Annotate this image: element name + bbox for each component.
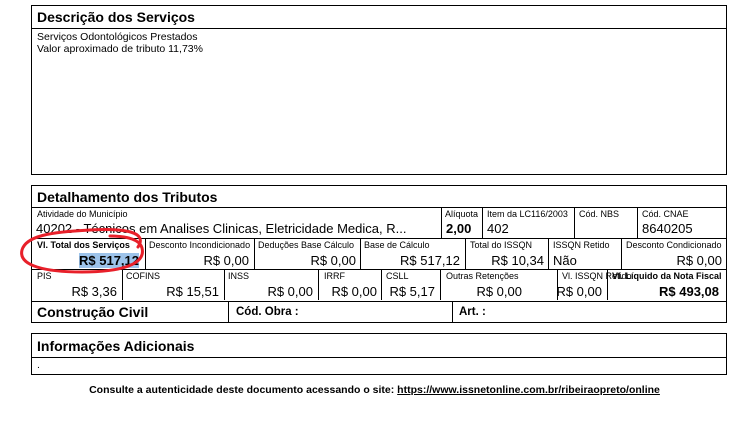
item-lc-label: Item da LC116/2003 <box>487 209 568 219</box>
vl-total-servicos-value-wrap <box>37 253 139 268</box>
cnae-value: 8640205 <box>642 221 693 236</box>
construcao-sep-2 <box>452 301 453 323</box>
tributos-divider <box>31 207 727 208</box>
footer <box>0 384 749 396</box>
descricao-title: Descrição dos Serviços <box>37 9 195 25</box>
vl-issqn-retido-label: Vl. ISSQN Retido <box>562 271 632 281</box>
outras-retencoes-value: R$ 0,00 <box>476 284 522 299</box>
row3-sep-5 <box>440 269 441 300</box>
deducoes-base-value: R$ 0,00 <box>310 253 356 268</box>
tributos-title: Detalhamento dos Tributos <box>37 189 218 205</box>
cnae-label: Cód. CNAE <box>642 209 689 219</box>
row1-sep-1 <box>441 207 442 238</box>
desconto-incondicionado-label: Desconto Incondicionado <box>149 240 251 250</box>
issqn-retido-label: ISSQN Retido <box>553 240 610 250</box>
row1-sep-4 <box>637 207 638 238</box>
construcao-sep-1 <box>228 301 229 323</box>
descricao-text <box>37 31 203 55</box>
desconto-condicionado-value: R$ 0,00 <box>676 253 722 268</box>
row2-sep-2 <box>254 238 255 269</box>
nbs-label: Cód. NBS <box>579 209 620 219</box>
irrf-label: IRRF <box>324 271 345 281</box>
row3-sep-1 <box>122 269 123 300</box>
atividade-label: Atividade do Município <box>37 209 128 219</box>
total-issqn-label: Total do ISSQN <box>470 240 533 250</box>
art-label: Art. : <box>459 306 486 318</box>
cod-obra-label: Cód. Obra : <box>236 306 299 318</box>
cofins-value: R$ 15,51 <box>166 284 219 299</box>
row1-bottom <box>31 238 727 239</box>
informacoes-title: Informações Adicionais <box>37 338 195 354</box>
row2-sep-1 <box>145 238 146 269</box>
atividade-value: 40202 - Técnicos em Analises Clinicas, Eletricidade Medica, R... <box>36 221 407 236</box>
pis-label: PIS <box>37 271 52 281</box>
descricao-line-1: Serviços Odontológicos Prestados <box>37 31 198 43</box>
vl-liquido-label: Vl. Líquido da Nota Fiscal <box>612 271 722 281</box>
inss-label: INSS <box>228 271 250 281</box>
row3-sep-2 <box>224 269 225 300</box>
informacoes-divider <box>31 357 727 358</box>
vl-total-servicos-value: R$ 517,12 <box>79 253 139 268</box>
aliquota-value: 2,00 <box>446 221 472 236</box>
item-lc-value: 402 <box>487 221 509 236</box>
row2-sep-4 <box>465 238 466 269</box>
pis-value: R$ 3,36 <box>71 284 117 299</box>
row2-sep-3 <box>360 238 361 269</box>
aliquota-label: Alíquota <box>445 209 479 219</box>
total-issqn-value: R$ 10,34 <box>491 253 544 268</box>
desconto-condicionado-label: Desconto Condicionado <box>626 240 722 250</box>
vl-liquido-value: R$ 493,08 <box>659 284 719 299</box>
row3-sep-4 <box>381 269 382 300</box>
informacoes-text: . <box>37 359 40 371</box>
csll-value: R$ 5,17 <box>389 284 435 299</box>
inss-value: R$ 0,00 <box>267 284 313 299</box>
footer-text: Consulte a autenticidade deste documento acessando o site: <box>89 384 398 396</box>
row3-sep-3 <box>318 269 319 300</box>
row2-sep-5 <box>548 238 549 269</box>
outras-retencoes-label: Outras Retenções <box>446 271 519 281</box>
construcao-title: Construção Civil <box>37 304 149 320</box>
csll-label: CSLL <box>386 271 409 281</box>
row2-bottom <box>31 269 727 270</box>
base-calculo-value: R$ 517,12 <box>400 253 460 268</box>
issqn-retido-value: Não <box>553 253 577 268</box>
irrf-value: R$ 0,00 <box>331 284 377 299</box>
row1-sep-3 <box>574 207 575 238</box>
row1-sep-2 <box>482 207 483 238</box>
footer-link[interactable]: https://www.issnetonline.com.br/ribeiraopreto/online <box>397 384 660 396</box>
descricao-divider <box>31 28 727 29</box>
desconto-incondicionado-value: R$ 0,00 <box>203 253 249 268</box>
vl-total-servicos-label: Vl. Total dos Serviços <box>37 240 130 250</box>
cofins-label: COFINS <box>126 271 161 281</box>
row2-sep-6 <box>621 238 622 269</box>
deducoes-base-label: Deduções Base Cálculo <box>258 240 355 250</box>
vl-issqn-retido-value: R$ 0,00 <box>556 284 602 299</box>
base-calculo-label: Base de Cálculo <box>364 240 430 250</box>
descricao-line-2: Valor aproximado de tributo 11,73% <box>37 43 203 55</box>
